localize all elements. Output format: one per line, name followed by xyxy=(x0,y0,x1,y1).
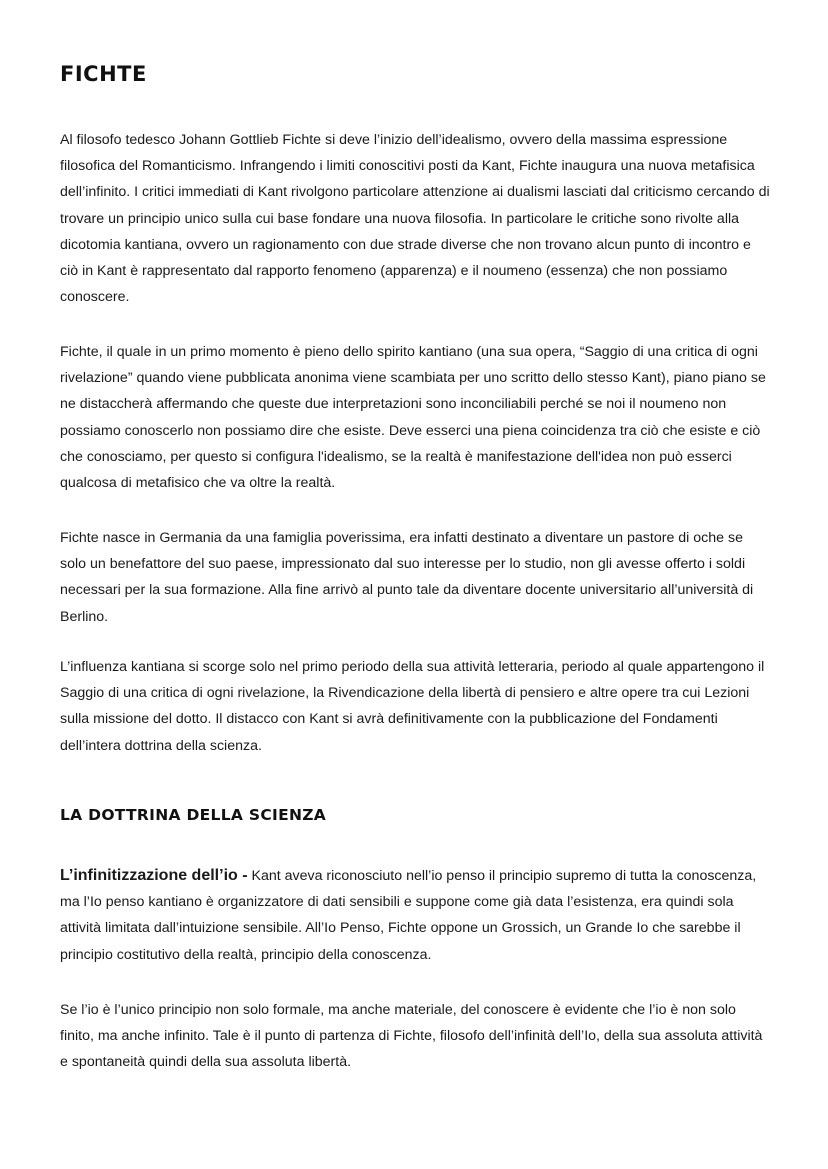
page-title: FICHTE xyxy=(60,62,147,86)
paragraph-intro: Al filosofo tedesco Johann Gottlieb Fichte si deve l’inizio dell’idealismo, ovvero della massima espressione filosofica del Romanticismo. Infrangendo i limiti conoscitivi posti da Kant, Fichte inaugura una nuova metafisica dell’infinito. I critici immediati di Kant rivolgono particolare attenzione ai dualismi lasciati dal criticismo cercando di trovare un principio unico sulla cui base fondare una nuova filosofia. In particolare le critiche sono rivolte alla dicotomia kantiana, ovvero un ragionamento con due strade diverse che non trovano alcun punto di incontro e ciò in Kant è rappresentato dal rapporto fenomeno (apparenza) e il noumeno (essenza) che non possiamo conoscere. xyxy=(60,132,770,306)
paragraph-lead: L’infinitizzazione dell’io - xyxy=(60,867,248,884)
paragraph-infinitization xyxy=(60,863,770,968)
paragraph-kant-influence: Fichte, il quale in un primo momento è pieno dello spirito kantiano (una sua opera, “Saggio di una critica di ogni rivelazione” quando viene pubblicata anonima viene scambiata per uno scritto dello stesso Kant), piano piano se ne distaccherà affermando che queste due interpretazioni sono inconciliabili perché se noi il noumeno non possiamo conoscerlo non possiamo dire che esiste. Deve esserci una piena coincidenza tra ciò che esiste e ciò che conosciamo, per questo si configura l'idealismo, se la realtà è manifestazione dell'idea non può esserci qualcosa di metafisico che va oltre la realtà. xyxy=(60,344,766,492)
section-title: LA DOTTRINA DELLA SCIENZA xyxy=(60,806,327,824)
paragraph-lead-text: Kant aveva riconosciuto nell’io penso il principio supremo di tutta la conoscenza, ma l’Io penso kantiano è organizzatore di dati sensibili e suppone come già data l’esistenza, era quindi sola attività limitata dall’intuizione sensibile. All’Io Penso, Fichte oppone un Grossich, un Grande Io che sarebbe il principio costitutivo della realtà, principio della conoscenza. xyxy=(60,868,757,963)
paragraph-biography: Fichte nasce in Germania da una famiglia poverissima, era infatti destinato a diventare un pastore di oche se solo un benefattore del suo paese, impressionato dal suo interesse per lo studio, non gli avesse offerto i soldi necessari per la sua formazione. Alla fine arrivò al punto tale da diventare docente universitario all’università di Berlino. xyxy=(60,530,754,625)
paragraph-works: L’influenza kantiana si scorge solo nel primo periodo della sua attività letteraria, periodo al quale appartengono il Saggio di una critica di ogni rivelazione, la Rivendicazione della libertà di pensiero e altre opere tra cui Lezioni sulla missione del dotto. Il distacco con Kant si avrà definitivamente con la pubblicazione del Fondamenti dell’intera dottrina della scienza. xyxy=(60,659,765,754)
paragraph-infinite-io: Se l’io è l’unico principio non solo formale, ma anche materiale, del conoscere è evidente che l’io è non solo finito, ma anche infinito. Tale è il punto di partenza di Fichte, filosofo dell’infinità dell’Io, della sua assoluta attività e spontaneità quindi della sua assoluta libertà. xyxy=(60,1002,763,1071)
